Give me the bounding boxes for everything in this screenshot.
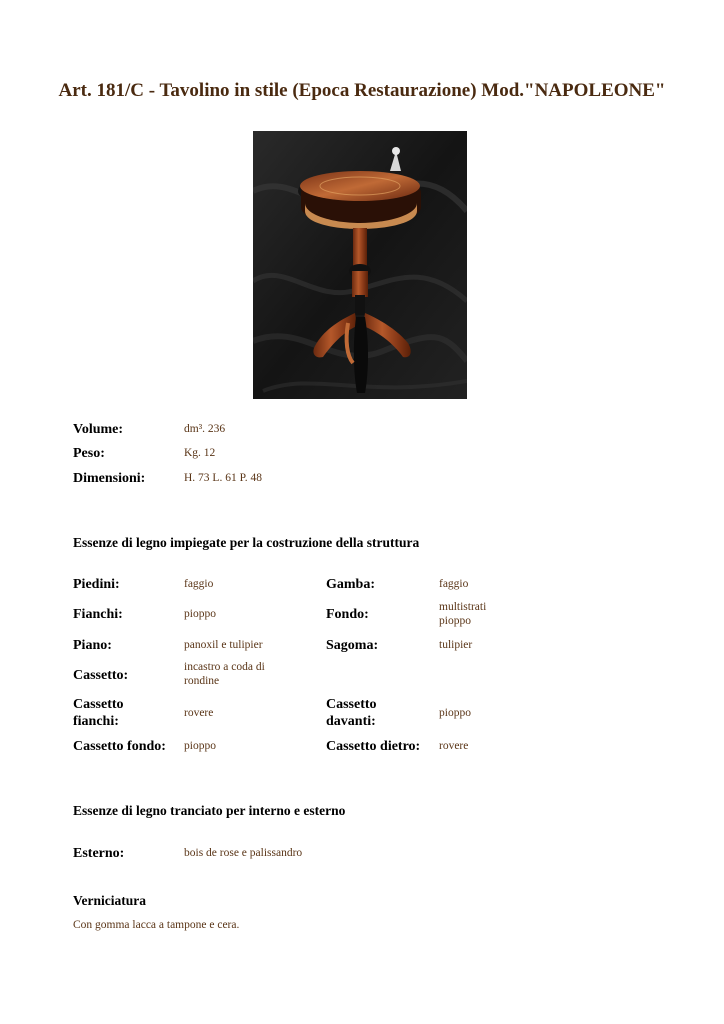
gamba-value: faggio: [439, 578, 469, 590]
piedini-label: Piedini:: [73, 577, 120, 592]
esterno-label: Esterno:: [73, 846, 125, 861]
cassetto-davanti-value: pioppo: [439, 707, 471, 719]
struttura-heading: Essenze di legno impiegate per la costruzione della struttura: [73, 535, 420, 550]
volume-value: dm³. 236: [184, 423, 226, 435]
cassetto-label: Cassetto:: [73, 668, 129, 683]
fianchi-label: Fianchi:: [73, 607, 123, 622]
cassetto-fianchi-label: Cassetto fianchi:: [73, 697, 124, 729]
gamba-label: Gamba:: [326, 577, 375, 592]
fondo-label: Fondo:: [326, 607, 369, 622]
cassetto-fianchi-value: rovere: [184, 707, 214, 719]
fianchi-value: pioppo: [184, 608, 216, 620]
page-title: Art. 181/C - Tavolino in stile (Epoca Restaurazione) Mod."NAPOLEONE": [58, 80, 666, 101]
sagoma-value: tulipier: [439, 639, 473, 651]
tranciato-heading: Essenze di legno tranciato per interno e esterno: [73, 803, 346, 818]
cassetto-value: incastro a coda di rondine: [184, 661, 265, 687]
piano-label: Piano:: [73, 638, 112, 653]
cassetto-dietro-value: rovere: [439, 740, 469, 752]
cassetto-dietro-label: Cassetto dietro:: [326, 739, 421, 754]
piedini-value: faggio: [184, 578, 214, 590]
sagoma-label: Sagoma:: [326, 638, 379, 653]
cassetto-davanti-label: Cassetto davanti:: [326, 697, 377, 729]
verniciatura-heading: Verniciatura: [73, 893, 146, 908]
dimensioni-label: Dimensioni:: [73, 471, 146, 486]
peso-label: Peso:: [73, 446, 105, 461]
product-photo: [253, 131, 467, 399]
verniciatura-text: Con gomma lacca a tampone e cera.: [73, 919, 240, 931]
fondo-value: multistrati pioppo: [439, 601, 487, 627]
piano-value: panoxil e tulipier: [184, 639, 263, 651]
dimensioni-value: H. 73 L. 61 P. 48: [184, 472, 262, 484]
cassetto-fondo-label: Cassetto fondo:: [73, 739, 166, 754]
peso-value: Kg. 12: [184, 447, 216, 459]
volume-label: Volume:: [73, 422, 124, 437]
cassetto-fondo-value: pioppo: [184, 740, 216, 752]
esterno-value: bois de rose e palissandro: [184, 847, 303, 859]
